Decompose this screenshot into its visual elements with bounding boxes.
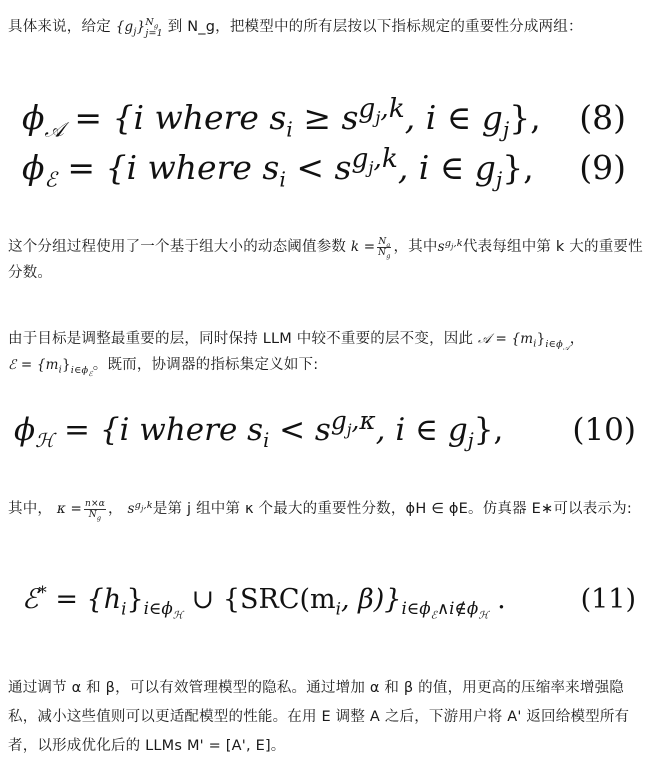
inline-formula-groups: $\{g_j\}$ $N_g$ j=1: [115, 16, 163, 39]
equation-11-body: ℰ* = $\{h_i\}_{i\in\phi_ℋ}$ ∪ {$SRC(m_i$, $\beta)\}_{i\in\phi_ℰ\wedge i\notin\phi_ℋ}$ .: [22, 582, 506, 622]
kappa-paragraph: 其中， κ = $\frac{n\times\alpha}{N_g}$ ， $s^{g_j,k}$是第 j 组中第 κ 个最大的重要性分数，ϕH ∈ ϕE。仿真器 E∗可以表示为:: [8, 499, 632, 522]
equation-8-body: $\phi_𝒜 = \{i$ where $s_i \ge s^{g_j,k}$, i ∈ $g_j$},: [22, 93, 541, 142]
intro-paragraph: 具体来说，给定 $\{g_j\}$ $N_g$ j=1 到 N_g，把模型中的所有层按以下指标规定的重要性分成两组：: [8, 16, 583, 39]
set-definition-paragraph: 由于目标是调整最重要的层，同时保持 LLM 中较不重要的层不变，因此 𝒜 = $\{m_i\}_{i\in\phi_𝒜}$， ℰ = $\{m_i\}_{i\in\phi_ℰ}$。既而，协调器的指标集定义如下:: [8, 331, 585, 378]
equation-9-number: (9): [579, 148, 626, 187]
inline-formula-s-kappa: $s^{g_j,k}$: [127, 499, 153, 517]
inline-formula-set-a: 𝒜 = $\{m_i\}_{i\in\phi_𝒜}$: [478, 331, 570, 352]
inline-formula-s-k: $s^{g_j,k}$: [437, 237, 463, 255]
inline-formula-set-e: ℰ = $\{m_i\}_{i\in\phi_ℰ}$: [8, 357, 93, 378]
threshold-paragraph: 这个分组过程使用了一个基于组大小的动态阈值参数 k = $\frac{N_a}{N_g}$ ，其中$s^{g_j,k}$代表每组中第 k 大的重要性分数。: [8, 237, 643, 281]
equation-8: [0, 93, 660, 142]
privacy-paragraph: 通过调节 α 和 β，可以有效管理模型的隐私。通过增加 α 和 β 的值，用更高的压缩率来增强隐私，减小这些值则可以更适配模型的性能。在用 E 调整 A 之后，下游用户将 A' 返回给模型所有者，以形成优化后的 LLMs M' = [A', E]。: [8, 680, 630, 754]
equation-9-body: $\phi_ℰ = \{i$ where $s_i < s^{g_j,k}$, i ∈ $g_j$},: [22, 143, 534, 192]
equation-10-number: (10): [572, 412, 636, 448]
equation-10: [0, 405, 660, 456]
equation-11: [0, 584, 660, 628]
equation-11-number: (11): [580, 584, 636, 615]
equation-9: [0, 143, 660, 192]
equation-10-body: $\phi_ℋ = \{i$ where $s_i < s^{g_j,\kappa}$, i ∈ $g_j$},: [14, 405, 504, 453]
equation-8-number: (8): [579, 98, 626, 137]
inline-formula-kappa: κ = $\frac{n\times\alpha}{N_g}$: [56, 499, 105, 522]
inline-formula-k: k = $\frac{N_a}{N_g}$: [350, 237, 391, 260]
